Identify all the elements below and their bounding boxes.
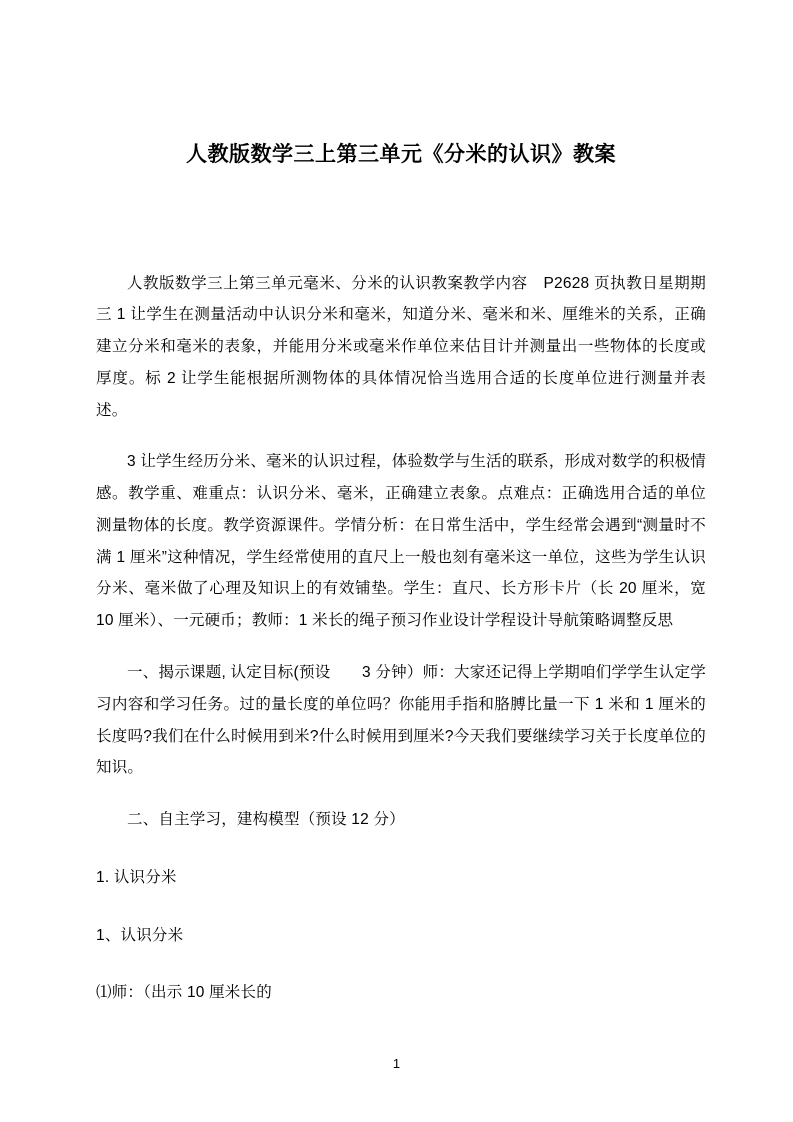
paragraph-3: 一、揭示课题, 认定目标(预设 3 分钟）师：大家还记得上学期咱们学学生认定学习内容和学习任务。过的量长度的单位吗？你能用手指和胳膊比量一下 1 米和 1 厘米的长度吗?我们在什么时候用到米?什么时候用到厘米?今天我们要继续学习关于长度单位的知识。 [96,664,706,777]
paragraph-6: 1、认识分米 [96,926,184,944]
title-spacer [96,172,706,268]
paragraph-5: 1. 认识分米 [96,868,177,886]
paragraph-1: 人教版数学三上第三单元毫米、分米的认识教案教学内容 P2628 页执教日星期期三 1 让学生在测量活动中认识分米和毫米，知道分米、毫米和米、厘维米的关系，正确建立分米和毫米的表象，并能用分米或毫米作单位来估目计并测量出一些物体的长度或厚度。标 2 让学生能根据所测物体的具体情况恰当选用合适的长度单位进行测量并表述。 [96,274,706,419]
page-number: 1 [392,1056,401,1071]
page-title: 人教版数学三上第三单元《分米的认识》教案 [186,143,616,166]
paragraph-7: ⑴师：（出示 10 厘米长的 [96,984,272,1002]
paragraph-2: 3 让学生经历分米、毫米的认识过程，体验数学与生活的联系，形成对数学的积极情感。教学重、难重点：认识分米、毫米，正确建立表象。点难点：正确选用合适的单位测量物体的长度。教学资源课件。学情分析：在日常生活中，学生经常会遇到“测量时不满 1 厘米”这种情况，学生经常使用的直尺上一般也刻有毫米这一单位，这些为学生认识分米、毫米做了心理及知识上的有效铺垫。学生：直尺、长方形卡片（长 20 厘米，宽 10 厘米）、一元硬币；教师：1 米长的绳子预习作业设计学程设计导航策略调整反思 [96,453,706,630]
document-body [96,120,706,1035]
paragraph-4: 二、自主学习，建构模型（预设 12 分） [127,811,405,829]
